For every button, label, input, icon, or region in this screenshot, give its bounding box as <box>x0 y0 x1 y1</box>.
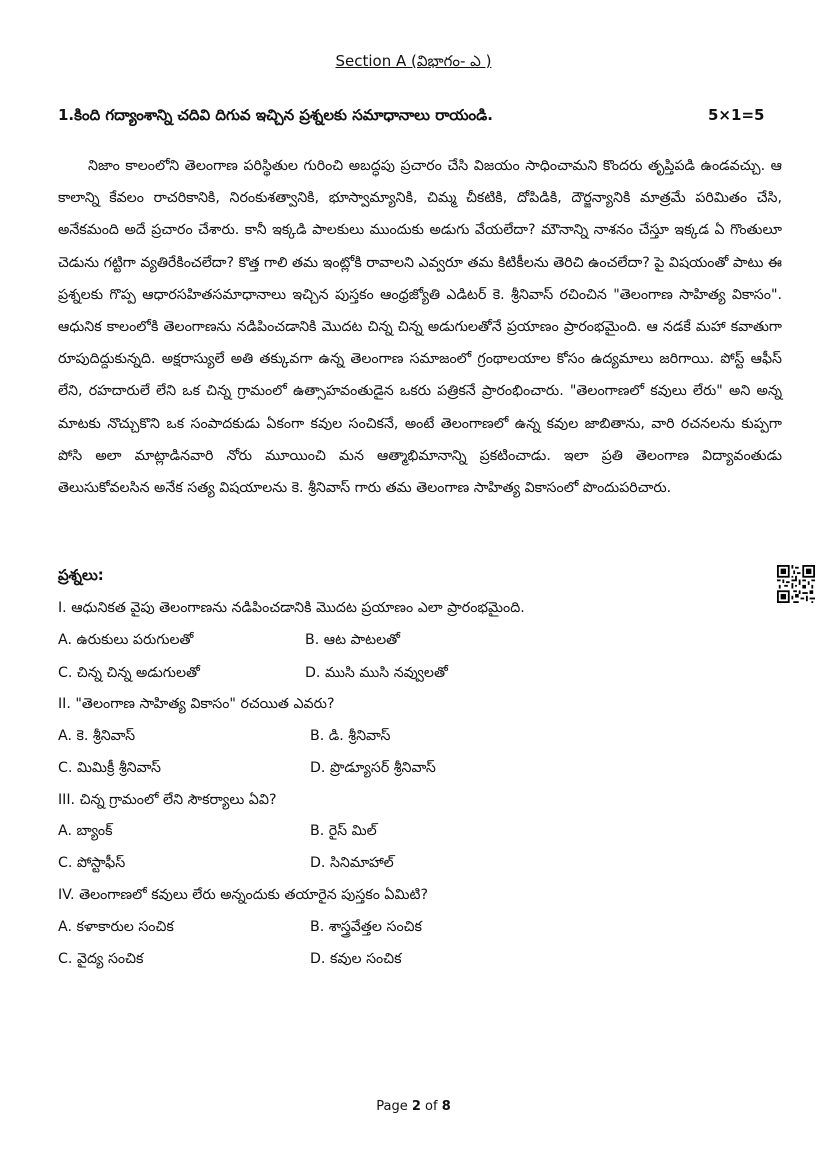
question-3: III. చిన్న గ్రామంలో లేని సౌకర్యాలు ఏవి? <box>58 792 277 808</box>
section-title: Section A (విభాగం- ఎ ) <box>335 52 492 70</box>
question-1-option-d: D. ముసి ముసి నవ్వులతో <box>305 665 448 681</box>
question-2-option-a: A. కె. శ్రీనివాస్ <box>58 728 136 744</box>
question-2-option-d: D. ప్రొడ్యూసర్ శ్రీనివాస్ <box>310 760 436 776</box>
page-current: 2 <box>411 1099 421 1114</box>
question-4: IV. తెలంగాణలో కవులు లేరు అన్నందుకు తయారైన పుస్తకం ఏమిటి? <box>58 887 428 903</box>
question-4-option-c: C. వైద్య సంచిక <box>58 951 144 967</box>
question-4-option-b: B. శాస్త్రవేత్తల సంచిక <box>310 919 422 935</box>
question-3-option-a: A. బ్యాంక్ <box>58 823 113 839</box>
question-header: 1.కింది గద్యాంశాన్ని చదివి దిగువ ఇచ్చిన ప్రశ్నలకు సమాధానాలు రాయండి. <box>58 106 493 124</box>
passage-text: నిజాం కాలంలోని తెలంగాణ పరిస్థితుల గురించి అబద్ధపు ప్రచారం చేసి విజయం సాధించామని కొందరు తృప్తిపడి ఉండవచ్చు. ఆ కాలాన్ని కేవలం రాచరికానికి, నిరంకుశత్వానికి, భూస్వామ్యానికి, చిమ్మ చీకటికి, దోపిడికి, దౌర్జన్యానికి మాత్రమే పరిమితం చేసి, అనేకమంది అదే ప్రచారం చేశారు. కానీ ఇక్కడి పాలకులు ముందుకు అడుగు వేయలేదా? మౌనాన్ని నాశనం చేస్తూ ఇక్కడ ఏ గొంతులూ చెడును గట్టిగా వ్యతిరేకించలేదా? కొత్త గాలి తమ ఇంట్లోకి రావాలని ఎవ్వరూ తమ కిటికీలను తెరిచి ఉంచలేదా? పై విషయంతో పాటు ఈ ప్రశ్నలకు గొప్ప ఆధారసహితసమాధానాలు ఇచ్చిన పుస్తకం ఆంధ్రజ్యోతి ఎడిటర్ కె. శ్రీనివాస్ రచించిన "తెలంగాణ సాహిత్య వికాసం". ఆధునిక కాలంలోకి తెలంగాణను నడిపించడానికి మొదట చిన్న చిన్న అడుగులతోనే ప్రయాణం ప్రారంభమైంది. ఆ నడకే మహా కవాతుగా రూపుదిద్దుకున్నది. అక్షరాస్యులే అతి తక్కువగా ఉన్న తెలంగాణ సమాజంలో గ్రంథాలయాల కోసం ఉద్యమాలు జరిగాయి. పోస్ట్ ఆఫీస్ లేని, రహదారులే లేని ఒక చిన్న గ్రామంలో ఉత్సాహవంతుడైన ఒకరు పత్రికనే ప్రారంభించారు. "తెలంగాణలో కవులు లేరు" అని అన్న మాటకు నొచ్చుకొని ఒక సంపాదకుడు ఏకంగా కవుల సంచికనే, అంటే తెలంగాణలో ఉన్న కవుల జాబితాను, వారి రచనలను కుప్పగా పోసి అలా మాట్లాడినవారి నోరు మూయించి మన ఆత్మాభిమానాన్ని ప్రకటించాడు. ఇలా ప్రతి తెలంగాణ విద్యావంతుడు తెలుసుకోవలసిన అనేక సత్య విషయాలను కె. శ్రీనివాస్ గారు తమ తెలంగాణ సాహిత్య వికాసంలో పొందుపరిచారు. <box>58 158 782 497</box>
question-3-option-c: C. పోస్టాఫీస్ <box>58 855 126 871</box>
question-3-option-b: B. రైస్ మిల్ <box>310 823 377 839</box>
footer-prefix: Page <box>376 1099 412 1114</box>
question-1-option-b: B. ఆట పాటలతో <box>305 632 401 648</box>
question-1-option-c: C. చిన్న చిన్న అడుగులతో <box>58 665 200 681</box>
question-1: I. ఆధునికత వైపు తెలంగాణను నడిపించడానికి మొదట ప్రయాణం ఎలా ప్రారంభమైంది. <box>58 600 525 616</box>
qr-code-icon <box>777 565 815 603</box>
question-2-option-b: B. డి. శ్రీనివాస్ <box>310 728 391 744</box>
page-total: 8 <box>441 1099 451 1114</box>
marks-label: 5×1=5 <box>708 106 765 124</box>
question-4-option-d: D. కవుల సంచిక <box>310 951 402 967</box>
questions-heading: ప్రశ్నలు: <box>58 566 104 584</box>
page-footer <box>0 1099 827 1114</box>
footer-middle: of <box>420 1099 442 1114</box>
question-2-option-c: C. మిమిక్రీ శ్రీనివాస్ <box>58 760 162 776</box>
question-1-option-a: A. ఉరుకులు పరుగులతో <box>58 632 194 648</box>
question-3-option-d: D. సినిమాహాల్ <box>310 855 394 871</box>
question-2: II. "తెలంగాణ సాహిత్య వికాసం" రచయిత ఎవరు? <box>58 696 335 712</box>
question-4-option-a: A. కళాకారుల సంచిక <box>58 919 174 935</box>
